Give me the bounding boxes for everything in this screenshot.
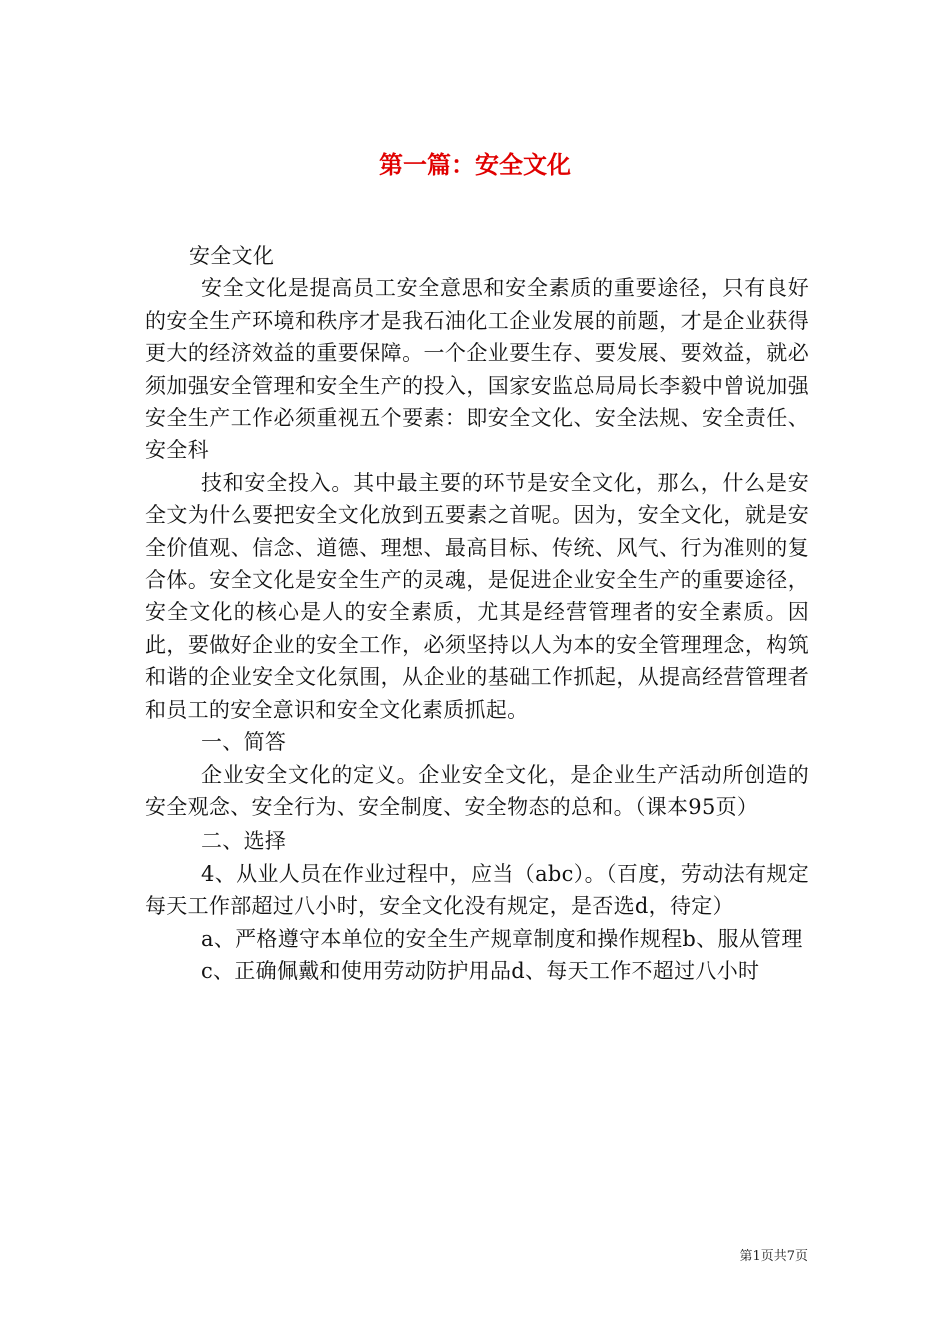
paragraph-intro: 安全文化是提高员工安全意思和安全素质的重要途径，只有良好的安全生产环境和秩序才是我石油化工企业发展的前题，才是企业获得更大的经济效益的重要保障。一个企业要生存、要发展、要效益，就必须加强安全管理和安全生产的投入，国家安监总局局长李毅中曾说加强安全生产工作必须重视五个要素：即安全文化、安全法规、安全责任、安全科	[145, 276, 809, 463]
question-4-options-cd: c、正确佩戴和使用劳动防护用品d、每天工作不超过八小时	[201, 958, 760, 983]
heading-choice: 二、选择	[201, 829, 287, 854]
section-subtitle: 安全文化	[189, 244, 275, 268]
page-number: 第1页共7页	[739, 1249, 808, 1264]
page-title: 第一篇：安全文化	[379, 151, 571, 180]
paragraph-body: 技和安全投入。其中最主要的环节是安全文化，那么，什么是安全文为什么要把安全文化放到五要素之首呢。因为，安全文化，就是安全价值观、信念、道德、理想、最高目标、传统、风气、行为准则的复合体。安全文化是安全生产的灵魂，是促进企业安全生产的重要途径，安全文化的核心是人的安全素质，尤其是经营管理者的安全素质。因此，要做好企业的安全工作，必须坚持以人为本的安全管理理念，构筑和谐的企业安全文化氛围，从企业的基础工作抓起，从提高经营管理者和员工的安全意识和安全文化素质抓起。	[145, 470, 809, 722]
question-4-options-ab: a、严格遵守本单位的安全生产规章制度和操作规程b、服从管理	[201, 926, 803, 951]
question-4: 4、从业人员在作业过程中，应当（abc）。（百度，劳动法有规定每天工作部超过八小时，安全文化没有规定，是否选d，待定）	[145, 861, 809, 919]
heading-short-answer: 一、简答	[201, 730, 287, 755]
paragraph-definition: 企业安全文化的定义。企业安全文化，是企业生产活动所创造的安全观念、安全行为、安全制度、安全物态的总和。（课本95页）	[145, 762, 809, 819]
document-body	[145, 240, 809, 987]
